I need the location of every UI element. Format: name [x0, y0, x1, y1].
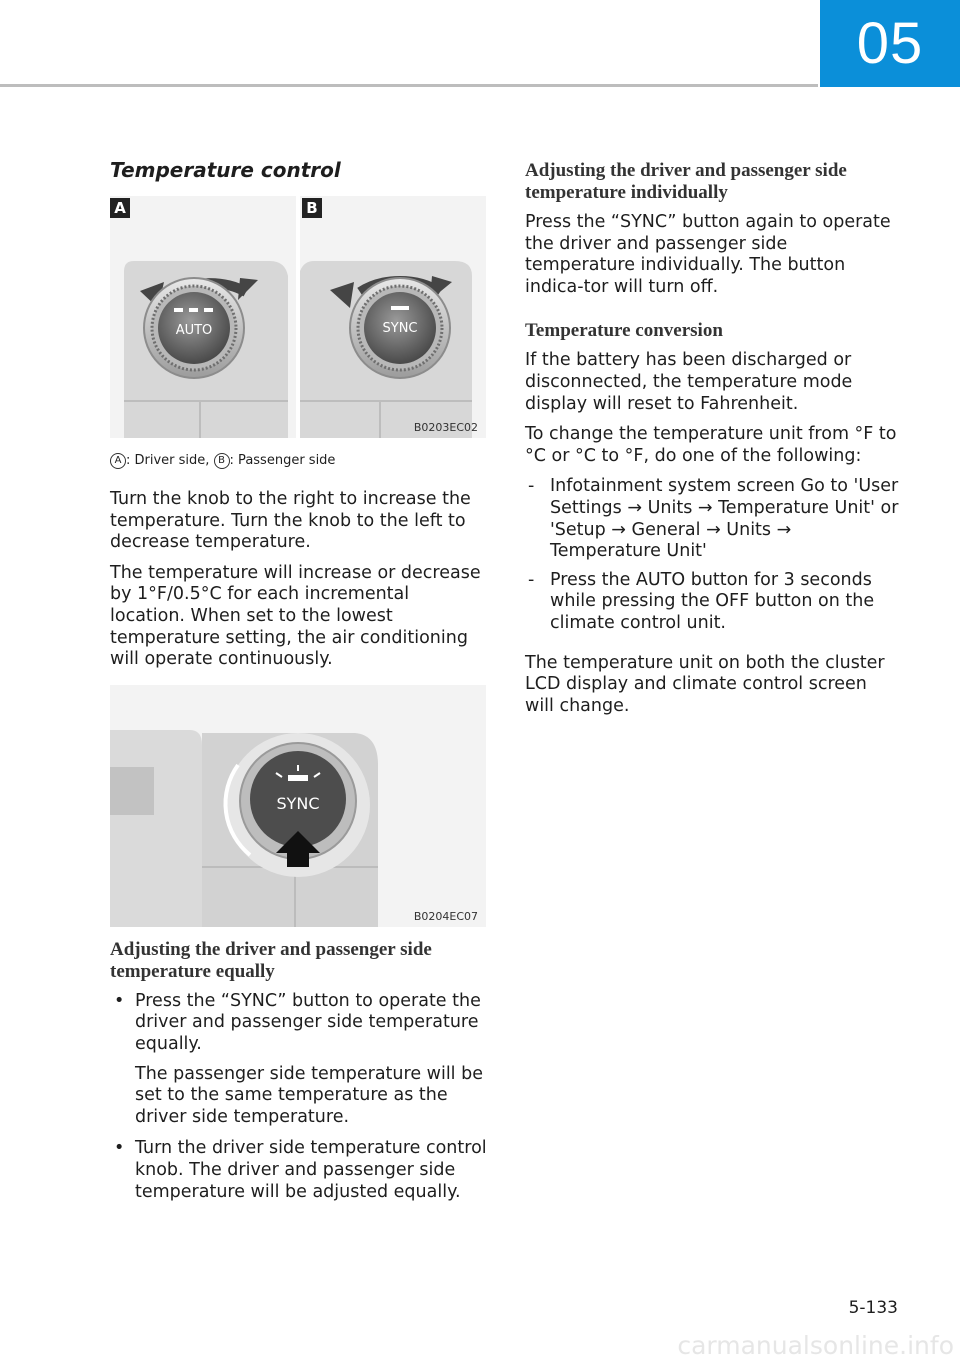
paragraph-result: The temperature unit on both the cluster LCD display and climate control screen will change.: [525, 652, 885, 716]
figure-sync-button: [110, 685, 486, 927]
paragraph-battery: If the battery has been discharged or disconnected, the temperature mode display will reset to Fahrenheit.: [525, 350, 853, 414]
subheading-conversion: Temperature conversion: [525, 320, 723, 342]
dash-text: Press the AUTO button for 3 seconds while pressing the OFF button on the climate control unit.: [550, 569, 875, 633]
knobs-illustration: [110, 196, 486, 438]
equal-steps-list: [110, 991, 488, 1203]
right-column: [525, 160, 900, 726]
figure-label-b: B: [306, 199, 318, 217]
watermark: carmanualsonline.info: [677, 1331, 954, 1360]
paragraph-increment: The temperature will increase or decrease by 1°F/0.5°C for each incremental location. When set to the lowest temperature setting, the air conditioning will operate continuously.: [110, 562, 481, 670]
left-column: [110, 158, 488, 1213]
list-item: [110, 991, 488, 1129]
list-item: [110, 1138, 488, 1203]
dash-icon: -: [528, 569, 535, 590]
list-item: [525, 476, 900, 562]
subheading-equal: Adjusting the driver and passenger side temperature equally: [110, 938, 432, 982]
bullet-icon: •: [114, 990, 125, 1011]
figure-code-2: B0204EC07: [413, 909, 478, 923]
conversion-options-list: [525, 476, 900, 634]
caption-driver: : Driver side,: [126, 453, 214, 468]
sync-illustration: [110, 685, 486, 927]
header-rule: [0, 84, 818, 87]
paragraph-sync-again: Press the “SYNC” button again to operate the driver and passenger side temperature individually. The button indica-tor will turn off.: [525, 212, 891, 297]
bullet-note: The passenger side temperature will be set to the same temperature as the driver side temperature.: [135, 1063, 483, 1127]
sync-knob-label: SYNC: [276, 793, 320, 813]
caption-marker-b: B: [214, 453, 230, 469]
figure-label-a: A: [114, 199, 126, 217]
list-item: [525, 570, 900, 635]
figure-knobs: [110, 196, 486, 438]
dash-text: Infotainment system screen Go to 'User Settings → Units → Temperature Unit' or 'Setup → General → Units → Temperature Unit': [550, 476, 899, 562]
subheading-individual: Adjusting the driver and passenger side temperature individually: [525, 160, 847, 203]
figure-code: B0203EC02: [413, 421, 478, 434]
knob-auto-label: AUTO: [175, 323, 213, 338]
bullet-icon: •: [114, 1138, 125, 1159]
section-title: Temperature control: [110, 158, 341, 182]
bullet-text: Press the “SYNC” button to operate the driver and passenger side temperature equally.: [135, 990, 481, 1054]
page-number: 5-133: [848, 1298, 898, 1318]
chapter-tab: 05: [820, 0, 960, 87]
caption-passenger: : Passenger side: [229, 453, 336, 468]
figure-caption: [110, 453, 488, 469]
paragraph-change-unit: To change the temperature unit from °F to °C or °C to °F, do one of the following:: [525, 424, 897, 466]
knob-sync-label: SYNC: [382, 321, 418, 336]
dash-icon: -: [528, 476, 535, 497]
bullet-text: Turn the driver side temperature control knob. The driver and passenger side temperature will be adjusted equally.: [135, 1138, 487, 1202]
caption-marker-a: A: [110, 453, 126, 469]
paragraph-knob-direction: Turn the knob to the right to increase the temperature. Turn the knob to the left to decrease temperature.: [110, 489, 471, 553]
